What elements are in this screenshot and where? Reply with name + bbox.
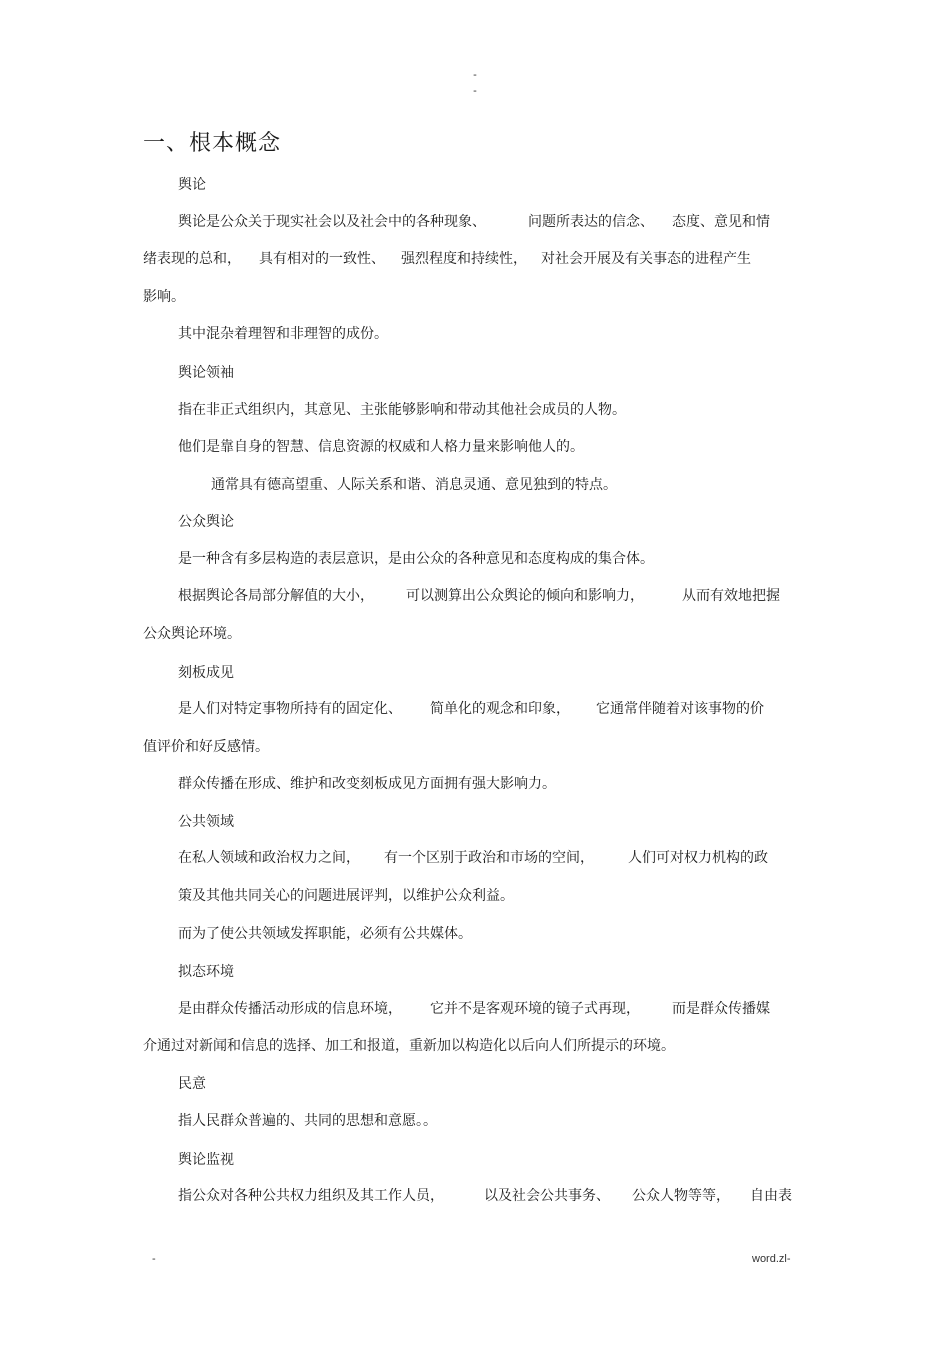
paragraph-line: 策及其他共同关心的问题进展评判，以维护公众利益。	[178, 888, 514, 904]
paragraph-line: 其中混杂着理智和非理智的成份。	[178, 326, 388, 342]
term-heading: 舆论	[178, 177, 206, 193]
term-heading: 公众舆论	[178, 514, 234, 530]
paragraph-line: 影响。	[143, 289, 185, 305]
paragraph-line: 在私人领域和政治权力之间， 有一个区别于政治和市场的空间， 人们可对权力机构的政	[178, 850, 768, 866]
paragraph-line: 通常具有德高望重、人际关系和谐、消息灵通、意见独到的特点。	[211, 477, 617, 493]
header-mark: -	[473, 85, 477, 97]
term-heading: 拟态环境	[178, 964, 234, 980]
paragraph-line: 他们是靠自身的智慧、信息资源的权威和人格力量来影响他人的。	[178, 439, 584, 455]
paragraph-line: 舆论是公众关于现实社会以及社会中的各种现象、 问题所表达的信念、 态度、意见和情	[178, 214, 770, 230]
paragraph-line: 群众传播在形成、维护和改变刻板成见方面拥有强大影响力。	[178, 776, 556, 792]
paragraph-line: 是人们对特定事物所持有的固定化、 简单化的观念和印象， 它通常伴随着对该事物的价	[178, 701, 764, 717]
footer-left: -	[152, 1253, 156, 1265]
term-heading: 舆论领袖	[178, 365, 234, 381]
paragraph-line: 是一种含有多层构造的表层意识，是由公众的各种意见和态度构成的集合体。	[178, 551, 654, 567]
paragraph-line: 是由群众传播活动形成的信息环境， 它并不是客观环境的镜子式再现， 而是群众传播媒	[178, 1001, 770, 1017]
paragraph-line: 绪表现的总和， 具有相对的一致性、 强烈程度和持续性， 对社会开展及有关事态的进程产生	[143, 251, 751, 267]
paragraph-line: 指在非正式组织内，其意见、主张能够影响和带动其他社会成员的人物。	[178, 402, 626, 418]
paragraph-line: 值评价和好反感情。	[143, 739, 269, 755]
paragraph-line: 公众舆论环境。	[143, 626, 241, 642]
term-heading: 公共领域	[178, 814, 234, 830]
paragraph-line: 而为了使公共领域发挥职能，必须有公共媒体。	[178, 926, 472, 942]
section-title: 一、根本概念	[143, 131, 282, 156]
paragraph-line: 介通过对新闻和信息的选择、加工和报道，重新加以构造化以后向人们所提示的环境。	[143, 1038, 675, 1054]
footer-right: word.zl-	[752, 1253, 791, 1265]
header-mark: -	[473, 69, 477, 81]
paragraph-line: 根据舆论各局部分解值的大小， 可以测算出公众舆论的倾向和影响力， 从而有效地把握	[178, 588, 780, 604]
term-heading: 舆论监视	[178, 1152, 234, 1168]
term-heading: 刻板成见	[178, 665, 234, 681]
term-heading: 民意	[178, 1076, 206, 1092]
paragraph-line: 指人民群众普遍的、共同的思想和意愿。。	[178, 1113, 437, 1129]
paragraph-line: 指公众对各种公共权力组织及其工作人员， 以及社会公共事务、 公众人物等等， 自由表	[178, 1188, 792, 1204]
